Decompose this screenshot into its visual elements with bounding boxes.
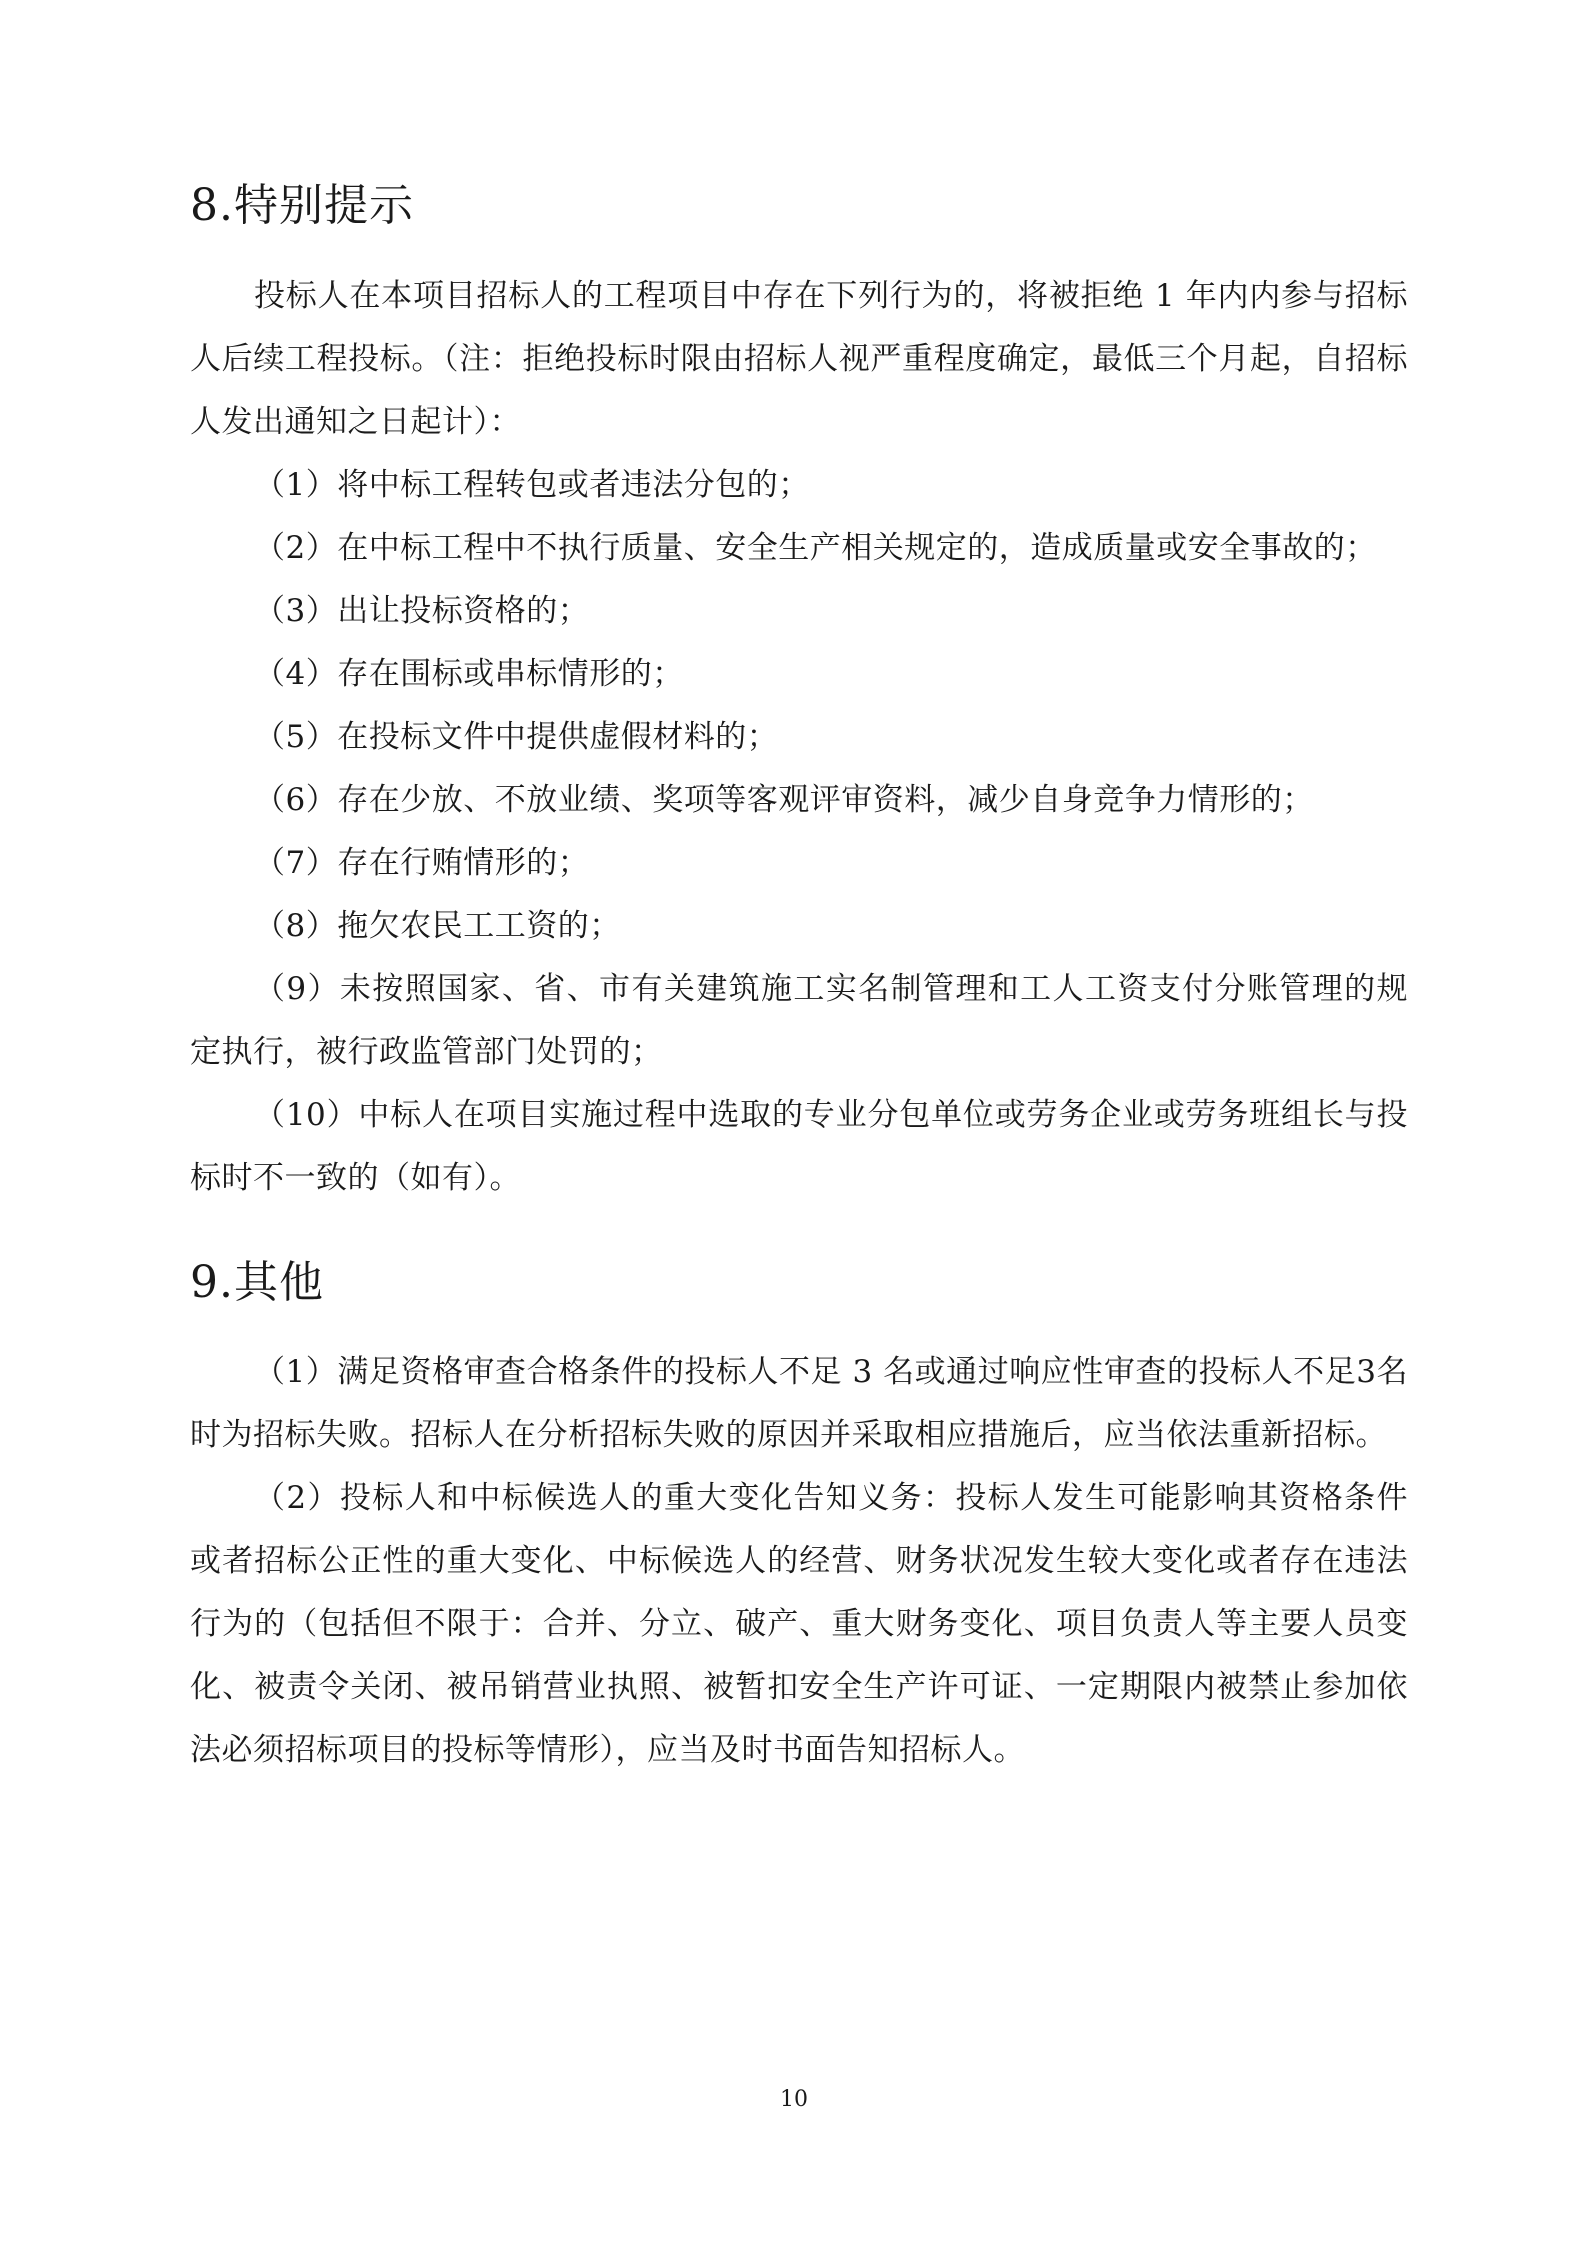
section-8-item-10: （10）中标人在项目实施过程中选取的专业分包单位或劳务企业或劳务班组长与投标时不一致的（如有）。 (190, 1097, 1408, 1196)
section-8-item-3: （3）出让投标资格的； (254, 593, 590, 629)
section-8-item-4: （4）存在围标或串标情形的； (254, 656, 684, 692)
section-8-item-6: （6）存在少放、不放业绩、奖项等客观评审资料，减少自身竞争力情形的； (254, 782, 1314, 818)
section-9-item-2: （2）投标人和中标候选人的重大变化告知义务：投标人发生可能影响其资格条件或者招标公正性的重大变化、中标候选人的经营、财务状况发生较大变化或者存在违法行为的（包括但不限于：合并、分立、破产、重大财务变化、项目负责人等主要人员变化、被责令关闭、被吊销营业执照、被暂扣安全生产许可证、一定期限内被禁止参加依法必须招标项目的投标等情形），应当及时书面告知招标人。 (190, 1480, 1408, 1768)
section-8-item-2: （2）在中标工程中不执行质量、安全生产相关规定的，造成质量或安全事故的； (254, 530, 1377, 566)
section-8-item-9: （9）未按照国家、省、市有关建筑施工实名制管理和工人工资支付分账管理的规定执行，被行政监管部门处罚的； (190, 971, 1408, 1070)
section-8-item-5: （5）在投标文件中提供虚假材料的； (254, 719, 779, 755)
page-number: 10 (780, 2087, 808, 2112)
section-8-item-8: （8）拖欠农民工工资的； (254, 908, 621, 944)
section-8-item-1: （1）将中标工程转包或者违法分包的； (254, 467, 810, 503)
section-9-heading: 9.其他 (190, 1257, 324, 1308)
section-9-item-1: （1）满足资格审查合格条件的投标人不足 3 名或通过响应性审查的投标人不足3名时为招标失败。招标人在分析招标失败的原因并采取相应措施后，应当依法重新招标。 (190, 1354, 1408, 1453)
section-8-heading: 8.特别提示 (190, 180, 414, 231)
section-8-intro: 投标人在本项目招标人的工程项目中存在下列行为的，将被拒绝 1 年内内参与招标人后续工程投标。（注：拒绝投标时限由招标人视严重程度确定，最低三个月起，自招标人发出通知之日起计）： (190, 278, 1408, 440)
section-8-item-7: （7）存在行贿情形的； (254, 845, 590, 881)
